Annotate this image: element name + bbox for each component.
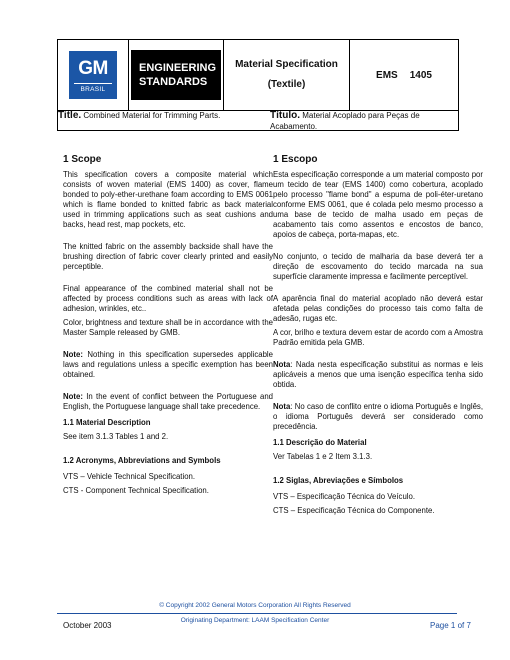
copyright-notice: © Copyright 2002 General Motors Corporation All Rights Reserved (159, 602, 351, 609)
spec-cell (224, 40, 350, 110)
note-2-text: In the event of conflict between the Portuguese and English, the Portuguese language shall take precedence. (63, 392, 273, 411)
engineering-standards-cell (129, 40, 224, 110)
cts-definicao: CTS – Especificação Técnica do Componente. (273, 506, 435, 515)
cts-definition: CTS - Component Technical Specification. (63, 486, 209, 495)
subsection-1-1-text: See item 3.1.3 Tables 1 and 2. (63, 432, 169, 441)
scope-paragraph-3: Final appearance of the combined material shall not be affected by process conditions such as areas with lack of adhesion, wrinkles, etc.. (63, 284, 273, 313)
title-pt (270, 110, 458, 132)
scope-paragraph-2: The knitted fabric on the assembly backside shall have the brushing direction of fabric cover clearly printed and easily perceptible. (63, 242, 273, 271)
nota-1-text: : Nada nesta especificação substitui as normas e leis aplicáveis a menos que uma isenção específica tenha sido obtida. (273, 360, 483, 389)
footer-divider (57, 613, 457, 614)
nota-1-label: Nota (273, 360, 291, 369)
eng-line1: ENGINEERING (139, 62, 217, 74)
scope-paragraph-1: This specification covers a composite material which consists of woven material (EMS 1400) as cover, flame bonded to poly-ether-urethane foam according to EMS 0061 which is flame bonded to knitted fabric as back material used in trimming applications such as seat cushions and backs, head rest, map pockets, etc. (63, 170, 273, 229)
ems-number-cell (350, 40, 458, 110)
title-en-text: Combined Material for Trimming Parts. (83, 111, 221, 120)
footer-page-number: Page 1 of 7 (430, 621, 471, 630)
nota-2-label: Nota (273, 402, 291, 411)
engineering-standards-label (131, 50, 221, 100)
note-1-label: Note: (63, 350, 83, 359)
scope-heading-pt: 1 Escopo (273, 154, 318, 165)
ems-label: EMS (376, 69, 398, 81)
title-en (58, 110, 254, 121)
escopo-paragraph-2: No conjunto, o tecido de malharia da base deverá ter a direção de escovamento do tecido marcada na sua superfície claramente impressa e facilmente perceptível. (273, 252, 483, 281)
nota-2-text: : No caso de conflito entre o idioma Português e Inglês, o idioma Português deverá ser considerado como precedência. (273, 402, 483, 431)
escopo-paragraph-3: A aparência final do material acoplado não deverá estar afetada pelas condições do processo tais como falta de adesão, rugas etc. (273, 294, 483, 323)
eng-line2: STANDARDS (139, 76, 208, 88)
nota-1 (273, 360, 483, 390)
portuguese-column (273, 170, 483, 518)
scope-paragraph-4: Color, brightness and texture shall be in accordance with the Master Sample released by GMB. (63, 318, 273, 337)
note-1 (63, 350, 273, 380)
ems-number: 1405 (409, 69, 432, 81)
subsecao-1-1-text: Ver Tabelas 1 e 2 Item 3.1.3. (273, 452, 373, 461)
subsecao-1-2-heading: 1.2 Siglas, Abreviações e Símbolos (273, 476, 404, 485)
nota-2 (273, 402, 483, 432)
gm-logo (69, 51, 117, 99)
document-header (57, 39, 459, 111)
subsection-1-1-heading: 1.1 Material Description (63, 418, 151, 427)
logo-mark: GM (74, 55, 112, 84)
vts-definition: VTS – Vehicle Technical Specification. (63, 472, 196, 481)
footer-department: Originating Department: LAAM Specification Center (180, 617, 330, 624)
subsecao-1-1-heading: 1.1 Descrição do Material (273, 438, 367, 447)
note-2 (63, 392, 273, 412)
spec-line2: (Textile) (267, 79, 306, 90)
note-2-label: Note: (63, 392, 83, 401)
title-en-label: Title. (58, 110, 82, 121)
logo-cell (58, 40, 129, 110)
english-column (63, 170, 273, 498)
vts-definicao: VTS – Especificação Técnica do Veículo. (273, 492, 416, 501)
subsection-1-2-heading: 1.2 Acronyms, Abbreviations and Symbols (63, 456, 221, 465)
logo-sub: BRASIL (80, 86, 106, 93)
escopo-paragraph-4: A cor, brilho e textura devem estar de acordo com a Amostra Padrão emitida pela GMB. (273, 328, 483, 347)
title-pt-label: Título. (270, 110, 300, 121)
title-row (57, 110, 459, 131)
scope-heading-en: 1 Scope (63, 154, 102, 165)
spec-line1: Material Specification (235, 59, 338, 70)
escopo-paragraph-1: Esta especificação corresponde a um material composto por um tecido de tear (EMS 1400) como cobertura, acoplado pelo processo "flame bond" a espuma de poli-éter-uretano conforme EMS 0061, que é colada pelo mesmo processo a uma base de tecido de malha usado em peças de acabamento tais como assentos e encostos de banco, apoios de cabeça, porta-mapas, etc. (273, 170, 483, 239)
footer-date: October 2003 (63, 621, 112, 630)
title-pt-text: Material Acoplado para Peças de Acabamento. (270, 111, 420, 131)
note-1-text: Nothing in this specification supersedes applicable laws and regulations unless a specific exemption has been obtained. (63, 350, 273, 379)
